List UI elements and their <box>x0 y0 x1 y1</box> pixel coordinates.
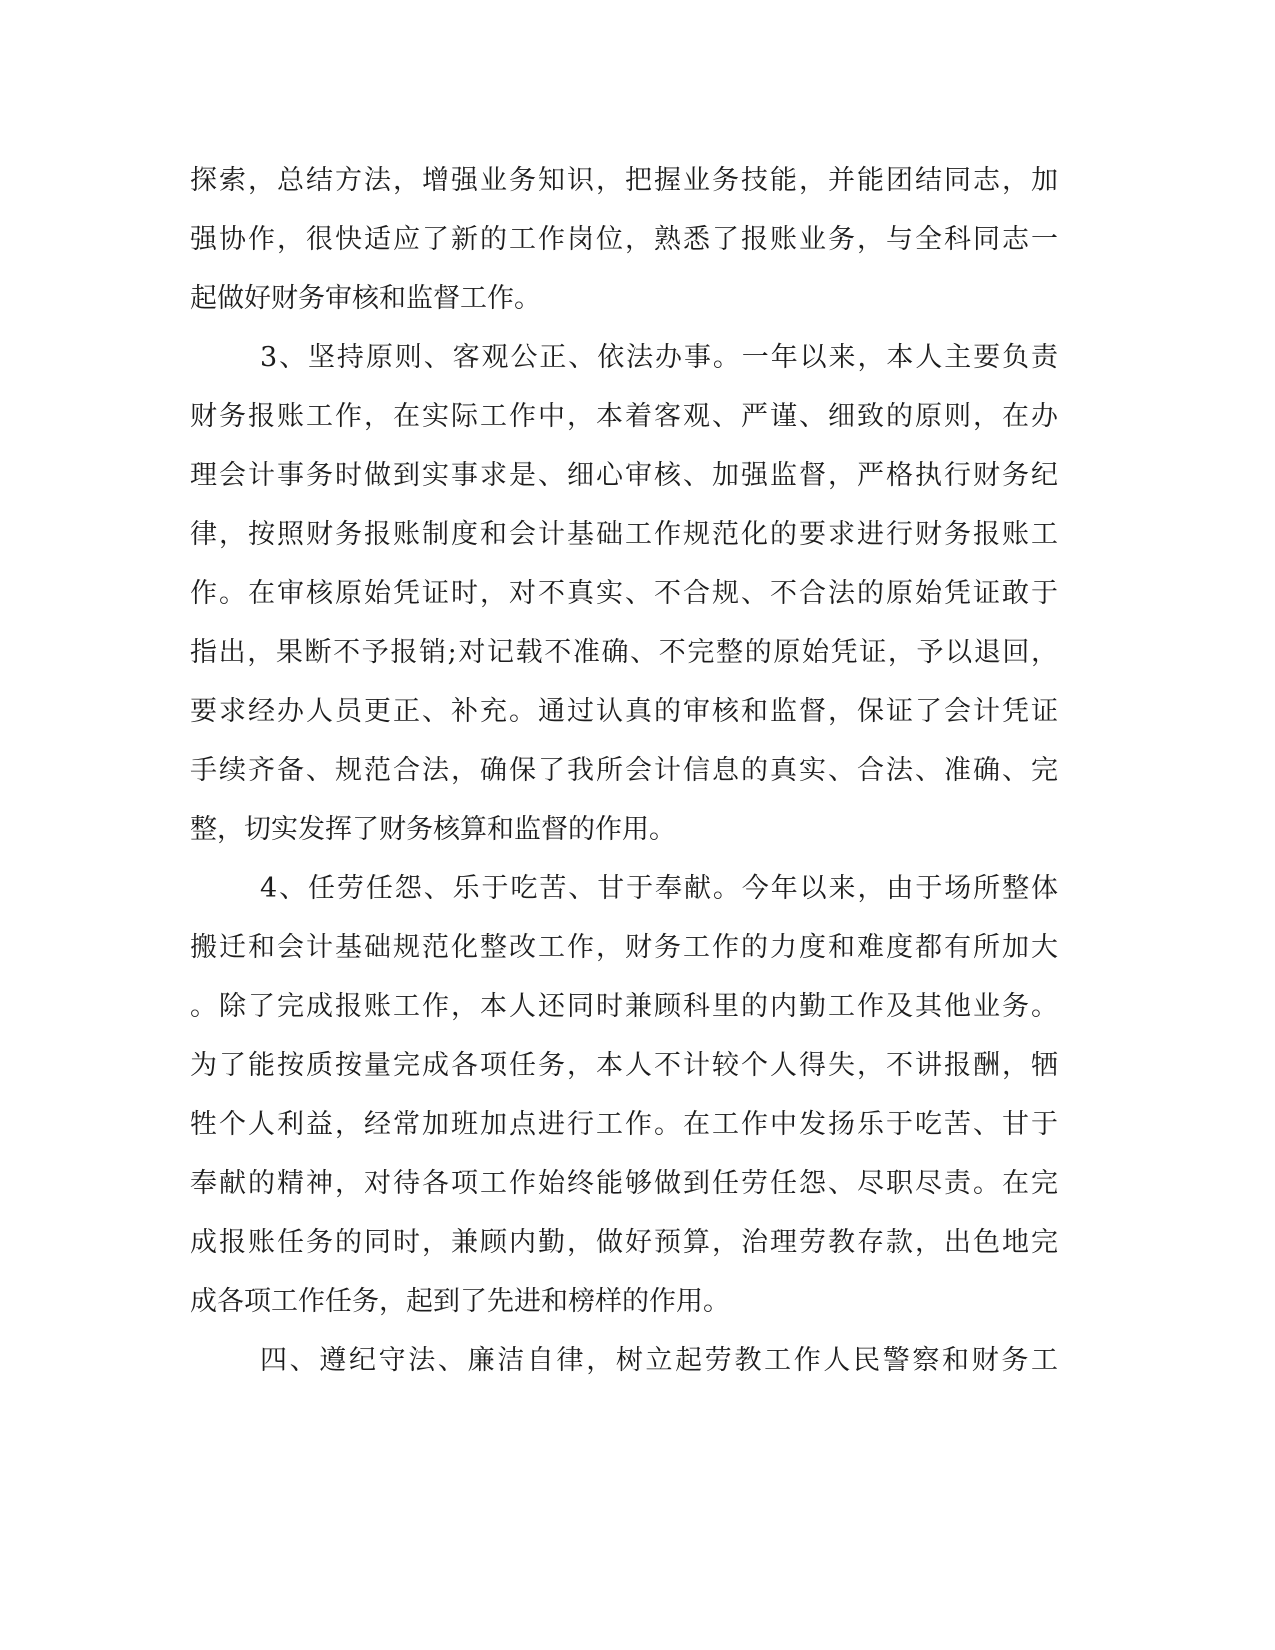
text-line-6: 理会计事务时做到实事求是、细心审核、加强监督，严格执行财务纪 <box>190 460 1058 491</box>
paragraph-4-first-line: 4、任劳任怨、乐于吃苦、甘于奉献。今年以来，由于场所整体 <box>260 873 1058 904</box>
text-line-5: 财务报账工作，在实际工作中，本着客观、严谨、细致的原则，在办 <box>190 401 1058 432</box>
text-line-9: 指出，果断不予报销;对记载不准确、不完整的原始凭证，予以退回， <box>190 637 1058 668</box>
text-line-2: 强协作，很快适应了新的工作岗位，熟悉了报账业务，与全科同志一 <box>190 224 1058 255</box>
text-line-16: 为了能按质按量完成各项任务，本人不计较个人得失，不讲报酬，牺 <box>190 1050 1058 1081</box>
text-line-17: 牲个人利益，经常加班加点进行工作。在工作中发扬乐于吃苦、甘于 <box>190 1109 1058 1140</box>
text-line-11: 手续齐备、规范合法，确保了我所会计信息的真实、合法、准确、完 <box>190 755 1058 786</box>
text-line-19: 成报账任务的同时，兼顾内勤，做好预算，治理劳教存款，出色地完 <box>190 1227 1058 1258</box>
text-line-1: 探索，总结方法，增强业务知识，把握业务技能，并能团结同志，加 <box>190 165 1058 196</box>
text-line-12: 整，切实发挥了财务核算和监督的作用。 <box>190 814 676 845</box>
text-line-20: 成各项工作任务，起到了先进和榜样的作用。 <box>190 1286 730 1317</box>
text-line-3: 起做好财务审核和监督工作。 <box>190 283 541 314</box>
section-4-heading-line: 四、遵纪守法、廉洁自律，树立起劳教工作人民警察和财务工 <box>260 1345 1058 1376</box>
text-line-10: 要求经办人员更正、补充。通过认真的审核和监督，保证了会计凭证 <box>190 696 1058 727</box>
text-line-15: 。除了完成报账工作，本人还同时兼顾科里的内勤工作及其他业务。 <box>190 991 1058 1022</box>
paragraph-3-first-line: 3、坚持原则、客观公正、依法办事。一年以来，本人主要负责 <box>260 342 1058 373</box>
text-line-18: 奉献的精神，对待各项工作始终能够做到任劳任怨、尽职尽责。在完 <box>190 1168 1058 1199</box>
text-line-14: 搬迁和会计基础规范化整改工作，财务工作的力度和难度都有所加大 <box>190 932 1058 963</box>
text-line-8: 作。在审核原始凭证时，对不真实、不合规、不合法的原始凭证敢于 <box>190 578 1058 609</box>
text-line-7: 律，按照财务报账制度和会计基础工作规范化的要求进行财务报账工 <box>190 519 1058 550</box>
